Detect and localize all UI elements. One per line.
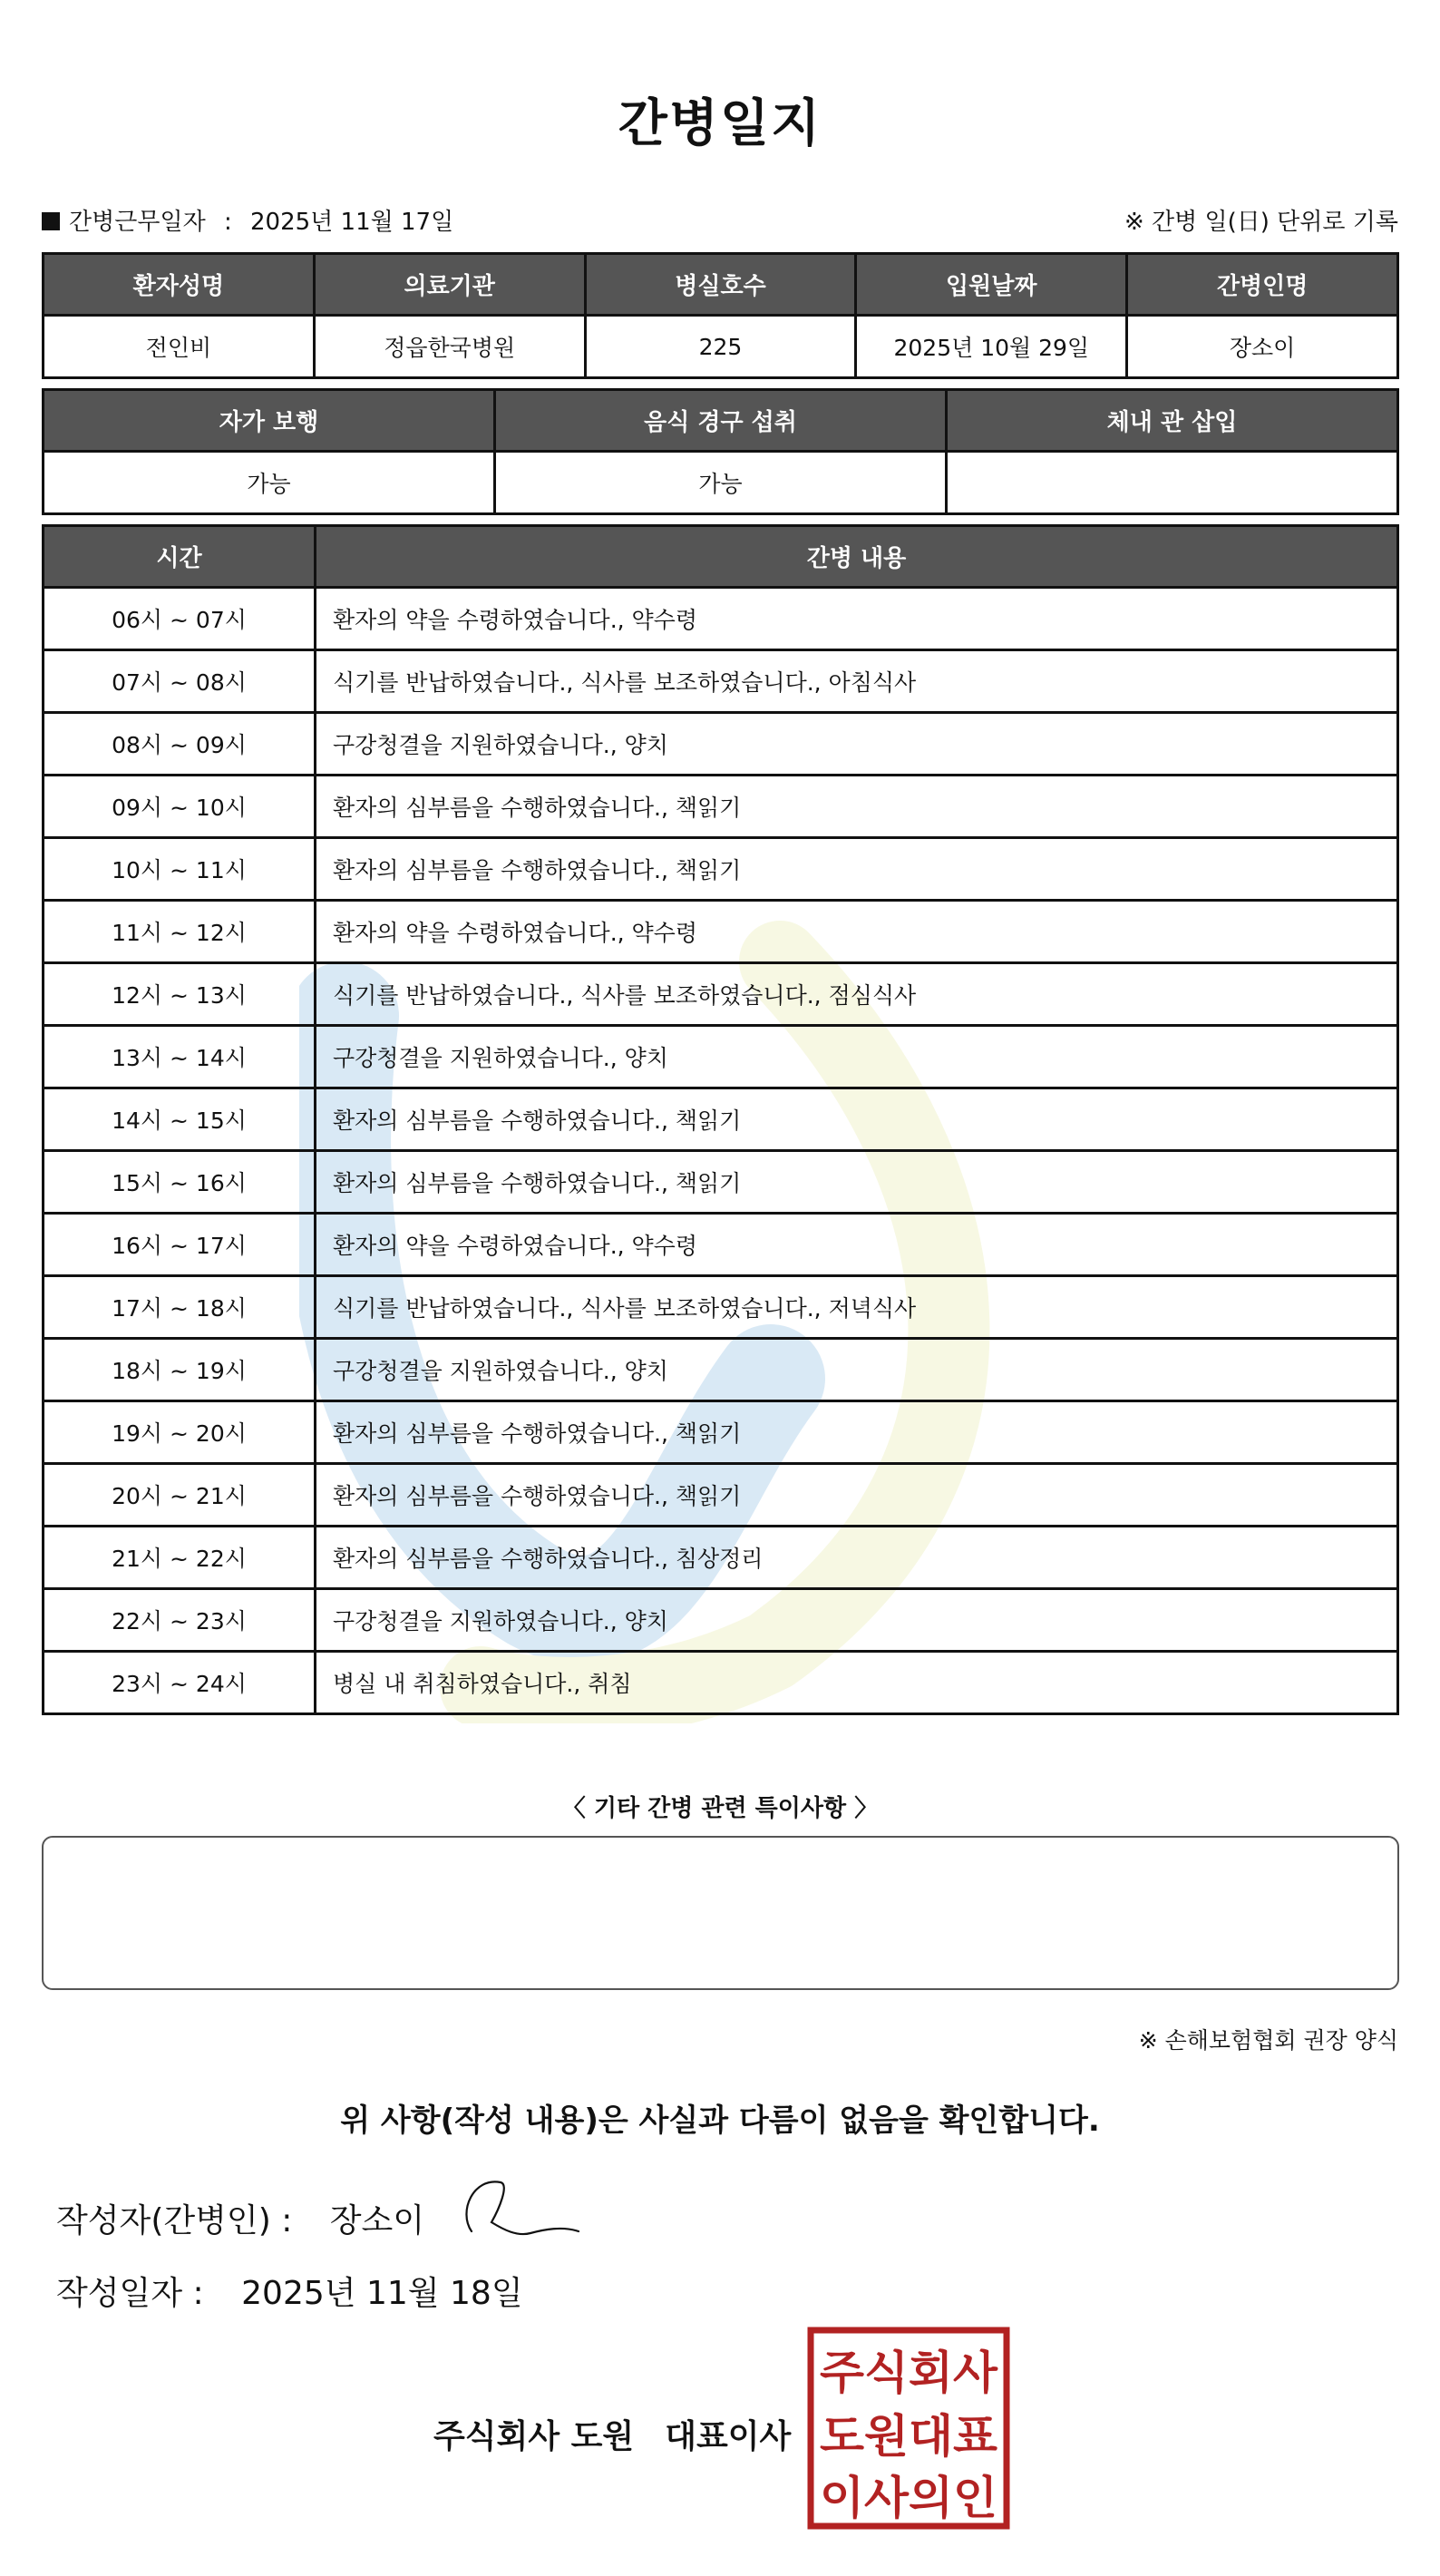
care-log-row [44,963,1398,1026]
log-content: 식기를 반납하였습니다., 식사를 보조하였습니다., 아침식사 [316,650,1398,713]
notes-box [42,1836,1399,1990]
room-number: 225 [585,316,856,378]
care-log-row [44,650,1398,713]
col-hospital: 의료기관 [314,254,585,316]
notes-heading: 〈 기타 간병 관련 특이사항 〉 [561,1795,879,1822]
log-content: 구강청결을 지원하였습니다., 양치 [316,1339,1398,1401]
company-name: 주식회사 도원 [433,2418,635,2455]
col-tube-insertion: 체내 관 삽입 [947,390,1398,452]
log-time: 19시 ~ 20시 [44,1401,316,1464]
col-admission-date: 입원날짜 [856,254,1127,316]
care-log-row [44,901,1398,963]
log-header-row [44,526,1398,588]
care-log-row [44,1214,1398,1276]
writer-name: 장소이 [329,2202,425,2239]
status-header-row [44,390,1398,452]
col-care-content: 간병 내용 [316,526,1398,588]
log-time: 09시 ~ 10시 [44,776,316,838]
care-log-body [44,588,1398,1714]
admission-date: 2025년 10월 29일 [856,316,1127,378]
log-time: 12시 ~ 13시 [44,963,316,1026]
log-time: 20시 ~ 21시 [44,1464,316,1527]
care-log-row [44,1464,1398,1527]
writer-line [56,2195,424,2241]
col-room-number: 병실호수 [585,254,856,316]
care-log-row [44,1026,1398,1088]
col-time: 시간 [44,526,316,588]
self-walking-value: 가능 [44,452,495,514]
care-log-row [44,1088,1398,1151]
log-content: 환자의 심부름을 수행하였습니다., 책읽기 [316,838,1398,901]
care-log-row [44,1652,1398,1714]
log-time: 17시 ~ 18시 [44,1276,316,1339]
care-log-row [44,838,1398,901]
log-content: 환자의 약을 수령하였습니다., 약수령 [316,901,1398,963]
log-content: 식기를 반납하였습니다., 식사를 보조하였습니다., 점심식사 [316,963,1398,1026]
log-time: 13시 ~ 14시 [44,1026,316,1088]
company-seal [807,2327,1010,2530]
col-caregiver-name: 간병인명 [1127,254,1398,316]
svg-text:이사의인: 이사의인 [820,2472,997,2524]
hospital-name: 정읍한국병원 [314,316,585,378]
col-oral-intake: 음식 경구 섭취 [495,390,947,452]
square-bullet-icon [42,212,60,230]
log-content: 환자의 약을 수령하였습니다., 약수령 [316,588,1398,650]
log-time: 10시 ~ 11시 [44,838,316,901]
care-log-row [44,588,1398,650]
col-self-walking: 자가 보행 [44,390,495,452]
care-date-value: 2025년 11월 17일 [250,209,454,236]
svg-text:주식회사: 주식회사 [820,2347,998,2399]
patient-status-table [42,388,1399,515]
care-log-row [44,1527,1398,1589]
patient-info-table [42,252,1399,379]
handwritten-signature [453,2166,589,2261]
log-time: 08시 ~ 09시 [44,713,316,776]
log-content: 구강청결을 지원하였습니다., 양치 [316,1026,1398,1088]
company-signature [433,2411,791,2457]
log-content: 환자의 심부름을 수행하였습니다., 책읽기 [316,1151,1398,1214]
log-time: 07시 ~ 08시 [44,650,316,713]
log-time: 11시 ~ 12시 [44,901,316,963]
patient-header-row [44,254,1398,316]
source-note: ※ 손해보험협회 권장 양식 [1138,2027,1398,2054]
log-time: 22시 ~ 23시 [44,1589,316,1652]
writer-label: 작성자(간병인) : [56,2202,293,2239]
log-content: 환자의 심부름을 수행하였습니다., 침상정리 [316,1527,1398,1589]
oral-intake-value: 가능 [495,452,947,514]
log-time: 18시 ~ 19시 [44,1339,316,1401]
written-date: 2025년 11월 18일 [241,2275,523,2312]
caregiver-name: 장소이 [1127,316,1398,378]
log-content: 환자의 심부름을 수행하였습니다., 책읽기 [316,1088,1398,1151]
log-time: 15시 ~ 16시 [44,1151,316,1214]
written-date-label: 작성일자 : [56,2275,204,2312]
log-time: 21시 ~ 22시 [44,1527,316,1589]
care-log-row [44,776,1398,838]
care-date-label: 간병근무일자 [69,209,206,236]
log-content: 식기를 반납하였습니다., 식사를 보조하였습니다., 저녁식사 [316,1276,1398,1339]
log-content: 환자의 심부름을 수행하였습니다., 책읽기 [316,1464,1398,1527]
log-content: 환자의 약을 수령하였습니다., 약수령 [316,1214,1398,1276]
log-content: 구강청결을 지원하였습니다., 양치 [316,1589,1398,1652]
patient-name: 전인비 [44,316,315,378]
care-log-row [44,1401,1398,1464]
document-title: 간병일지 [618,94,822,153]
log-content: 환자의 심부름을 수행하였습니다., 책읽기 [316,776,1398,838]
care-log-row [44,713,1398,776]
care-log-row [44,1151,1398,1214]
log-time: 16시 ~ 17시 [44,1214,316,1276]
tube-insertion-value [947,452,1398,514]
unit-note: ※ 간병 일(日) 단위로 기록 [1124,209,1398,236]
written-date-line [56,2268,523,2314]
care-log-row [44,1276,1398,1339]
log-content: 병실 내 취침하였습니다., 취침 [316,1652,1398,1714]
log-time: 23시 ~ 24시 [44,1652,316,1714]
log-time: 06시 ~ 07시 [44,588,316,650]
patient-value-row [44,316,1398,378]
col-patient-name: 환자성명 [44,254,315,316]
care-log-row [44,1339,1398,1401]
log-content: 구강청결을 지원하였습니다., 양치 [316,713,1398,776]
care-date-line [42,203,453,237]
care-log-row [44,1589,1398,1652]
confirmation-statement: 위 사항(작성 내용)은 사실과 다름이 없음을 확인합니다. [340,2103,1100,2139]
care-date-separator: : [223,209,232,236]
svg-text:도원대표: 도원대표 [820,2410,998,2463]
company-role: 대표이사 [665,2418,792,2455]
log-time: 14시 ~ 15시 [44,1088,316,1151]
log-content: 환자의 심부름을 수행하였습니다., 책읽기 [316,1401,1398,1464]
status-value-row [44,452,1398,514]
care-log-table [42,524,1399,1715]
